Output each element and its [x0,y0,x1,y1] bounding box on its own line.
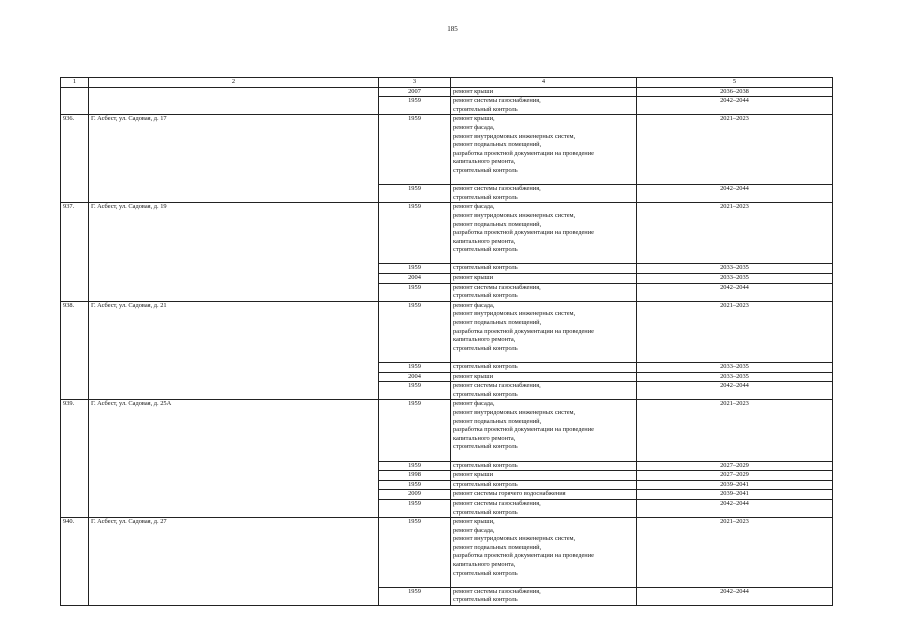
column-header-5: 5 [637,78,833,88]
works-cell [451,587,637,605]
capital-repair-table [60,77,833,606]
work-item: строительный контроль [453,166,518,174]
table-row [61,301,833,362]
period-cell: 2036–2038 [637,87,833,97]
period-cell: 2027–2029 [637,461,833,471]
work-item: ремонт фасада, [453,301,495,309]
column-header-2: 2 [89,78,379,88]
work-item: строительный контроль [453,508,518,516]
year-cell: 1959 [379,203,451,264]
work-item: ремонт фасада, [453,123,495,131]
work-item: строительный контроль [453,193,518,201]
page-number: 185 [447,25,458,33]
works-cell [451,264,637,274]
address-cell [89,87,379,115]
works-cell [451,274,637,284]
work-item: ремонт внутридомовых инженерных систем, [453,211,576,219]
works-cell [451,87,637,97]
period-cell: 2042–2044 [637,587,833,605]
work-item: ремонт системы газоснабжения, [453,283,541,291]
entry-address: Г. Асбест, ул. Садовая, д. 25А [89,400,379,518]
period-cell: 2021–2023 [637,115,833,185]
entry-number: 937. [61,203,89,302]
table-body [61,87,833,605]
work-item: ремонт крыши, [453,518,495,526]
work-item: строительный контроль [453,264,518,272]
works-cell [451,461,637,471]
entry-number: 940. [61,518,89,606]
works-cell [451,363,637,373]
column-header-4: 4 [451,78,637,88]
column-header-3: 3 [379,78,451,88]
works-cell [451,490,637,500]
year-cell: 1959 [379,264,451,274]
works-cell [451,283,637,301]
work-item: ремонт системы газоснабжения, [453,97,541,105]
year-cell: 1959 [379,587,451,605]
period-cell: 2021–2023 [637,400,833,461]
work-item: разработка проектной документации на проведение [453,327,594,335]
works-cell [451,97,637,115]
work-item: ремонт крыши [453,274,494,282]
work-item: капитального ремонта, [453,561,516,569]
year-cell: 1959 [379,301,451,362]
work-item: строительный контроль [453,105,518,113]
work-item: ремонт подвальных помещений, [453,543,542,551]
works-cell [451,382,637,400]
column-numbers-row [61,78,833,88]
year-cell: 1998 [379,471,451,481]
period-cell: 2033–2035 [637,363,833,373]
period-cell: 2021–2023 [637,301,833,362]
period-cell: 2042–2044 [637,185,833,203]
year-cell: 2007 [379,87,451,97]
work-item: ремонт внутридомовых инженерных систем, [453,535,576,543]
work-item: строительный контроль [453,363,518,370]
year-cell: 1959 [379,400,451,461]
work-item: ремонт внутридомовых инженерных систем, [453,310,576,318]
table-row [61,518,833,588]
period-cell: 2042–2044 [637,499,833,517]
work-item: строительный контроль [453,596,518,604]
works-cell [451,203,637,264]
work-item: строительный контроль [453,344,518,352]
work-item: строительный контроль [453,292,518,300]
period-cell: 2033–2035 [637,372,833,382]
work-item: ремонт фасада, [453,203,495,211]
work-item: разработка проектной документации на проведение [453,426,594,434]
works-cell [451,185,637,203]
work-item: ремонт фасада, [453,400,495,408]
entry-address: Г. Асбест, ул. Садовая, д. 19 [89,203,379,302]
works-cell [451,400,637,461]
work-item: ремонт крыши [453,372,494,380]
work-item: разработка проектной документации на проведение [453,149,594,157]
work-item: строительный контроль [453,461,518,469]
work-item: ремонт подвальных помещений, [453,141,542,149]
works-cell [451,471,637,481]
year-cell: 1959 [379,185,451,203]
work-item: ремонт внутридомовых инженерных систем, [453,408,576,416]
works-cell [451,499,637,517]
year-cell: 1959 [379,518,451,588]
work-item: ремонт внутридомовых инженерных систем, [453,132,576,140]
works-cell [451,372,637,382]
table-row [61,400,833,461]
work-item: ремонт системы горячего водоснабжения [453,490,566,498]
work-item: строительный контроль [453,246,518,254]
work-item: ремонт системы газоснабжения, [453,587,541,595]
work-item: строительный контроль [453,480,518,488]
period-cell: 2039–2041 [637,490,833,500]
work-item: ремонт крыши [453,471,494,479]
work-item: ремонт крыши, [453,115,495,123]
period-cell: 2027–2029 [637,471,833,481]
work-item: ремонт подвальных помещений, [453,220,542,228]
work-item: капитального ремонта, [453,158,516,166]
year-cell: 1959 [379,115,451,185]
table-row [61,203,833,264]
entry-number: 939. [61,400,89,518]
year-cell: 2004 [379,372,451,382]
year-cell: 1959 [379,480,451,490]
works-cell [451,518,637,588]
year-cell: 1959 [379,382,451,400]
entry-address: Г. Асбест, ул. Садовая, д. 27 [89,518,379,606]
work-item: ремонт системы газоснабжения, [453,382,541,390]
period-cell: 2033–2035 [637,274,833,284]
work-item: строительный контроль [453,443,518,451]
work-item: разработка проектной документации на проведение [453,229,594,237]
entry-address: Г. Асбест, ул. Садовая, д. 21 [89,301,379,400]
period-cell: 2033–2035 [637,264,833,274]
table-row [61,115,833,185]
work-item: ремонт системы газоснабжения, [453,185,541,193]
work-item: ремонт подвальных помещений, [453,319,542,327]
work-item: строительный контроль [453,390,518,398]
year-cell: 2004 [379,274,451,284]
work-item: ремонт крыши [453,87,494,95]
entry-number: 936. [61,115,89,203]
year-cell: 2009 [379,490,451,500]
work-item: капитального ремонта, [453,237,516,245]
number-cell [61,87,89,115]
period-cell: 2021–2023 [637,518,833,588]
year-cell: 1959 [379,461,451,471]
year-cell: 1959 [379,363,451,373]
work-item: ремонт подвальных помещений, [453,417,542,425]
year-cell: 1959 [379,283,451,301]
year-cell: 1959 [379,499,451,517]
work-item: ремонт фасада, [453,526,495,534]
works-cell [451,115,637,185]
works-cell [451,480,637,490]
entry-number: 938. [61,301,89,400]
entry-address: Г. Асбест, ул. Садовая, д. 17 [89,115,379,203]
year-cell: 1959 [379,97,451,115]
work-item: ремонт системы газоснабжения, [453,499,541,507]
period-cell: 2042–2044 [637,382,833,400]
period-cell: 2039–2041 [637,480,833,490]
work-item: капитального ремонта, [453,336,516,344]
work-item: разработка проектной документации на проведение [453,552,594,560]
column-header-1: 1 [61,78,89,88]
works-cell [451,301,637,362]
period-cell: 2042–2044 [637,97,833,115]
work-item: строительный контроль [453,569,518,577]
period-cell: 2042–2044 [637,283,833,301]
work-item: капитального ремонта, [453,434,516,442]
period-cell: 2021–2023 [637,203,833,264]
table-row [61,87,833,97]
